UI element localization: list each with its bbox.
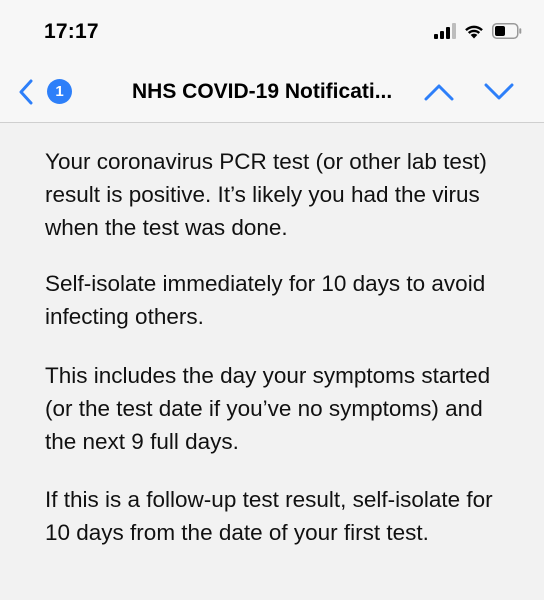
cellular-signal-icon bbox=[434, 23, 456, 44]
message-paragraph-isolate: Self-isolate immediately for 10 days to avoid infecting others. bbox=[45, 271, 486, 329]
message-subject-title: NHS COVID-19 Notificati... bbox=[132, 80, 393, 103]
message-paragraph-period: This includes the day your symptoms started (or the test date if you’ve no symptoms) and the next 9 full days. bbox=[45, 363, 491, 454]
message-paragraph-result: Your coronavirus PCR test (or other lab test) result is positive. It’s likely you had the virus when the test was done. bbox=[45, 149, 487, 240]
message-paragraph-follow-up: If this is a follow-up test result, self-isolate for 10 days from the date of your first test. bbox=[45, 487, 493, 545]
chevron-down-icon bbox=[483, 82, 515, 102]
back-button[interactable] bbox=[14, 79, 38, 105]
status-bar bbox=[0, 0, 544, 62]
battery-icon bbox=[492, 23, 522, 44]
status-icons bbox=[434, 22, 522, 44]
status-time: 17:17 bbox=[44, 20, 99, 43]
navigation-bar bbox=[0, 62, 544, 123]
chevron-left-icon bbox=[18, 79, 34, 105]
unread-count-badge[interactable]: 1 bbox=[47, 79, 72, 104]
previous-message-button[interactable] bbox=[422, 78, 456, 106]
message-body bbox=[0, 123, 544, 600]
wifi-icon bbox=[463, 23, 485, 44]
next-message-button[interactable] bbox=[482, 78, 516, 106]
chevron-up-icon bbox=[423, 82, 455, 102]
